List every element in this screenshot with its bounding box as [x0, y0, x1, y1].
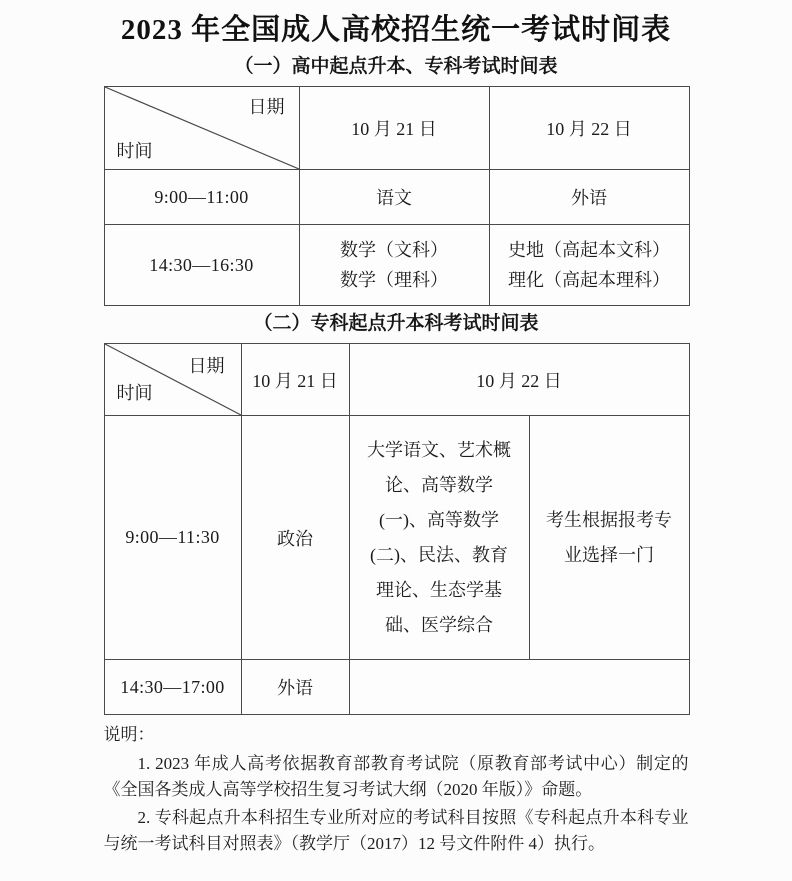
exam-schedule-page [0, 10, 792, 881]
row-day1-subject: 政治 [241, 416, 349, 660]
header-day2: 10 月 22 日 [489, 87, 689, 170]
subject-line: 数学（理科） [340, 270, 448, 290]
section2-table-wrapper [104, 343, 689, 715]
section1-schedule-table [104, 86, 690, 306]
row-time: 14:30—16:30 [104, 225, 299, 306]
section1-table-wrapper [104, 86, 689, 306]
subject-line: 数学（文科） [340, 240, 448, 260]
row-time: 14:30—17:00 [104, 660, 241, 715]
row-day2-subject [489, 225, 689, 306]
section2-subtitle: （二）专科起点升本科考试时间表 [253, 313, 539, 334]
table-row [104, 416, 689, 660]
header-day2: 10 月 22 日 [349, 344, 689, 416]
row-day2-subject: 外语 [489, 170, 689, 225]
row-day2-subject-list: 大学语文、艺术概论、高等数学(一)、高等数学(二)、民法、教育理论、生态学基础、医学综合 [349, 416, 529, 660]
header-day1: 10 月 21 日 [299, 87, 489, 170]
subject-line: 史地（高起本文科） [508, 240, 670, 260]
header-date-label: 日期 [248, 97, 285, 117]
diagonal-header-cell [104, 87, 299, 170]
row-time: 9:00—11:30 [104, 416, 241, 660]
table-row [104, 170, 689, 225]
header-time-label: 时间 [116, 383, 153, 403]
subject-line: 理化（高起本理科） [508, 270, 670, 290]
header-time-label: 时间 [116, 141, 153, 161]
note-item: 1. 2023 年成人高考依据教育部教育考试院（原教育部考试中心）制定的《全国各类成人高等学校招生复习考试大纲（2020 年版）》命题。 [103, 754, 689, 799]
page-title: 2023 年全国成人高校招生统一考试时间表 [120, 14, 672, 46]
diagonal-header-cell [104, 344, 241, 416]
table-header-row [104, 87, 689, 170]
row-day1-subject: 语文 [299, 170, 489, 225]
row-day1-subject [299, 225, 489, 306]
section1-subtitle: （一）高中起点升本、专科考试时间表 [234, 56, 558, 77]
section2-schedule-table [104, 343, 690, 715]
notes-section [104, 722, 689, 857]
note-item: 2. 专科起点升本科招生专业所对应的考试科目按照《专科起点升本科专业与统一考试科目对照表》（教学厅（2017）12 号文件附件 4）执行。 [103, 808, 689, 853]
header-date-label: 日期 [188, 356, 225, 376]
row-time: 9:00—11:00 [104, 170, 299, 225]
table-header-row [104, 344, 689, 416]
header-day1: 10 月 21 日 [241, 344, 349, 416]
table-row [104, 225, 689, 306]
notes-heading: 说明： [103, 725, 155, 744]
table-row [104, 660, 689, 715]
row-day2-choice-note: 考生根据报考专业选择一门 [529, 416, 689, 660]
row-day1-subject: 外语 [241, 660, 349, 715]
row-day2-empty [349, 660, 689, 715]
